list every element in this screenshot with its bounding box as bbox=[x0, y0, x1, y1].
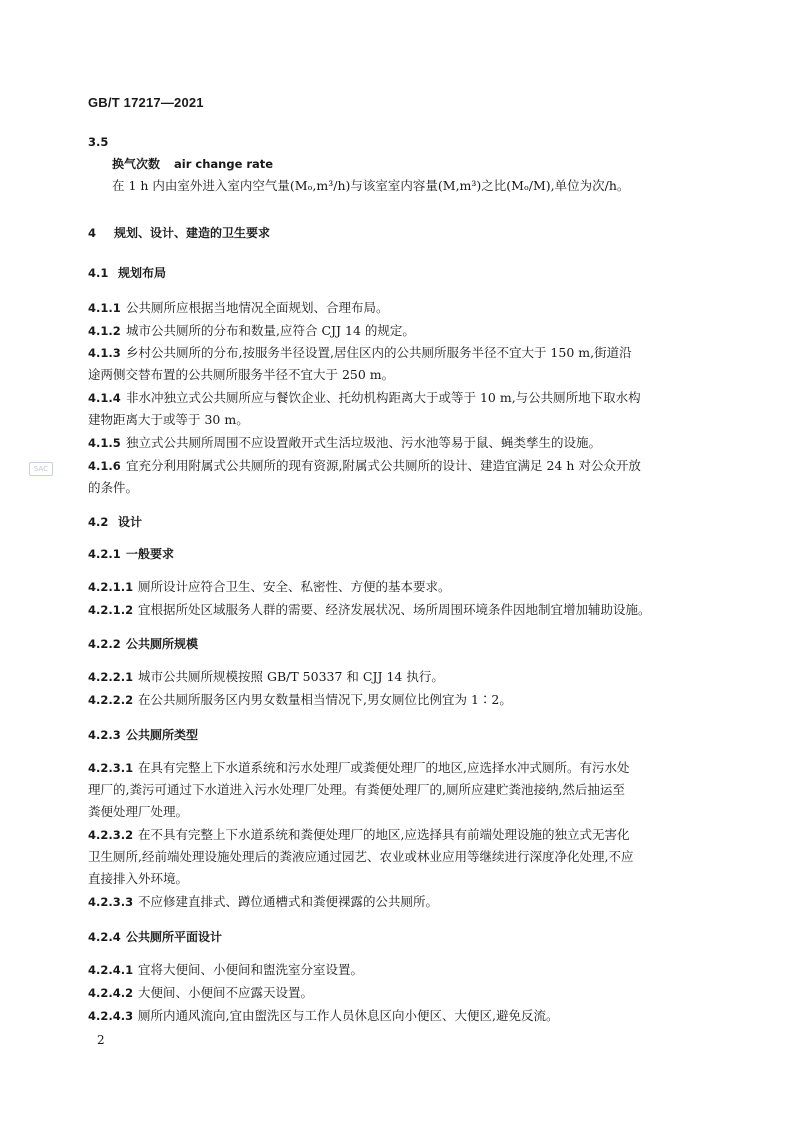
term-definition: 在 1 h 内由室外进入室内空气量(Mₒ,m³/h)与该室室内容量(M,m³)之比(Mₒ/M),单位为次/h。 bbox=[112, 178, 630, 193]
clause-4-1-5: 4.1.5 独立式公共厕所周围不应设置敞开式生活垃圾池、污水池等易于鼠、蝇类孳生的设施。 bbox=[88, 435, 602, 450]
term-english: air change rate bbox=[174, 157, 274, 171]
clause-4-2-4-2: 4.2.4.2 大便间、小便间不应露天设置。 bbox=[88, 985, 314, 1000]
term-chinese: 换气次数 bbox=[112, 157, 161, 171]
section-4-2-4-heading: 4.2.4 公共厕所平面设计 bbox=[88, 930, 223, 944]
clause-4-2-3-3: 4.2.3.3 不应修建直排式、蹲位通槽式和粪便裸露的公共厕所。 bbox=[88, 894, 439, 909]
clause-4-2-1-2: 4.2.1.2 宜根据所处区域服务人群的需要、经济发展状况、场所周围环境条件因地制宜增加辅助设施。 bbox=[88, 602, 651, 617]
page-number: 2 bbox=[97, 1033, 105, 1047]
clause-4-1-3: 4.1.3 乡村公共厕所的分布,按服务半径设置,居住区内的公共厕所服务半径不宜大于 150 m,街道沿 途两侧交替布置的公共厕所服务半径不宜大于 250 m。 bbox=[88, 345, 632, 382]
clause-4-1-4: 4.1.4 非水冲独立式公共厕所应与餐饮企业、托幼机构距离大于或等于 10 m,与公共厕所地下取水构 建物距离大于或等于 30 m。 bbox=[88, 390, 641, 427]
clause-4-2-3-2: 4.2.3.2 在不具有完整上下水道系统和粪便处理厂的地区,应选择具有前端处理设施的独立式无害化 卫生厕所,经前端处理设施处理后的粪液应通过园艺、农业或林业应用等继续进行深度净化处理,不应 直接排入外环境。 bbox=[88, 827, 634, 886]
section-3-5-number: 3.5 bbox=[88, 135, 109, 149]
clause-4-2-1-1: 4.2.1.1 厕所设计应符合卫生、安全、私密性、方便的基本要求。 bbox=[88, 579, 451, 594]
clause-4-2-2-1: 4.2.2.1 城市公共厕所规模按照 GB/T 50337 和 CJJ 14 执行。 bbox=[88, 669, 444, 684]
clause-4-1-1: 4.1.1 公共厕所应根据当地情况全面规划、合理布局。 bbox=[88, 300, 389, 315]
clause-4-2-2-2: 4.2.2.2 在公共厕所服务区内男女数量相当情况下,男女厕位比例宜为 1∶2。 bbox=[88, 692, 512, 707]
clause-4-2-3-1: 4.2.3.1 在具有完整上下水道系统和污水处理厂或粪便处理厂的地区,应选择水冲式厕所。有污水处 理厂的,粪污可通过下水道进入污水处理厂处理。有粪便处理厂的,厕所应建贮粪池接纳,然后抽运至 粪便处理厂处理。 bbox=[88, 760, 630, 819]
section-4-2-3-heading: 4.2.3 公共厕所类型 bbox=[88, 728, 199, 742]
section-4-2-heading: 4.2 设计 bbox=[88, 515, 143, 529]
section-4-1-heading: 4.1 规划布局 bbox=[88, 266, 167, 280]
clause-4-2-4-1: 4.2.4.1 宜将大便间、小便间和盥洗室分室设置。 bbox=[88, 962, 364, 977]
standard-number-header: GB/T 17217—2021 bbox=[88, 95, 204, 110]
chapter-4-heading: 4 规划、设计、建造的卫生要求 bbox=[88, 226, 271, 240]
clause-4-1-6: 4.1.6 宜充分利用附属式公共厕所的现有资源,附属式公共厕所的设计、建造宜满足 24 h 对公众开放 的条件。 bbox=[88, 458, 641, 495]
section-4-2-1-heading: 4.2.1 一般要求 bbox=[88, 547, 175, 561]
term-heading bbox=[88, 153, 732, 175]
sac-watermark-logo: SAC bbox=[29, 462, 53, 476]
clause-4-1-2: 4.1.2 城市公共厕所的分布和数量,应符合 CJJ 14 的规定。 bbox=[88, 323, 415, 338]
clause-4-2-4-3: 4.2.4.3 厕所内通风流向,宜由盥洗区与工作人员休息区向小便区、大便区,避免反流。 bbox=[88, 1008, 559, 1023]
section-4-2-2-heading: 4.2.2 公共厕所规模 bbox=[88, 637, 199, 651]
